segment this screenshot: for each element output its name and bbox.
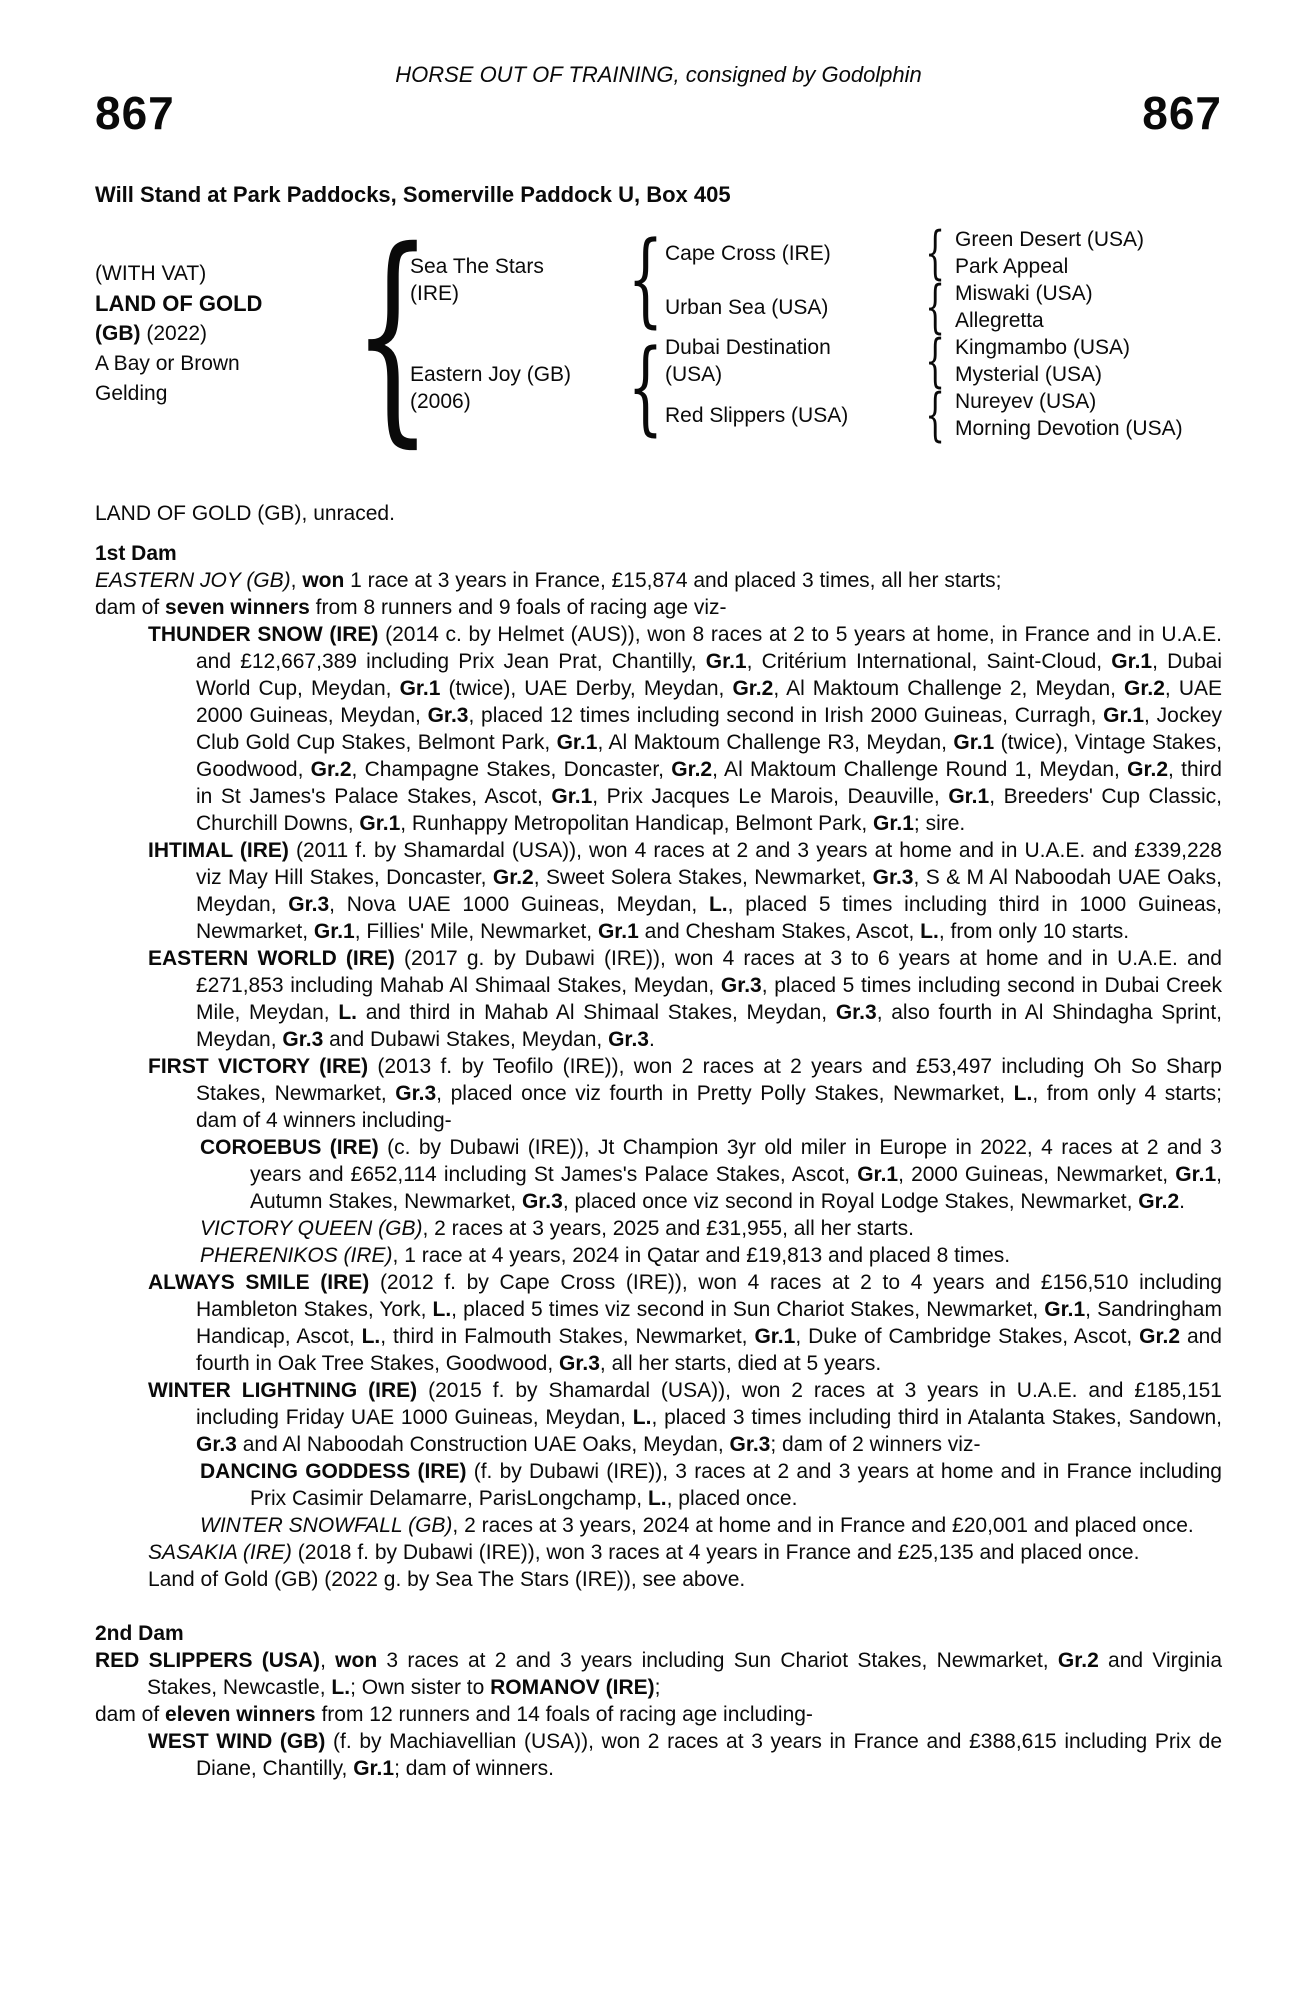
catalogue-paragraph: DANCING GODDESS (IRE) (f. by Dubawi (IRE)), 3 races at 2 and 3 years at home and in France including Prix Casimir Delamarre, ParisLongchamp, L., placed once. xyxy=(200,1460,1222,1510)
bold-text: FIRST VICTORY (IRE) xyxy=(148,1055,369,1078)
catalogue-text xyxy=(95,500,1222,1782)
bold-text: COROEBUS (IRE) xyxy=(200,1136,379,1159)
bold-text: Gr.1 xyxy=(551,785,593,808)
bold-text: L. xyxy=(708,893,728,916)
consignment-header: HORSE OUT OF TRAINING, consigned by Godolphin xyxy=(395,62,922,87)
pedigree-brace-main xyxy=(376,226,410,442)
bold-text: seven winners xyxy=(165,596,310,619)
bold-text: Gr.1 xyxy=(353,1757,395,1780)
stand-location: Will Stand at Park Paddocks, Somerville Paddock U, Box 405 xyxy=(95,182,731,207)
italic-text: PHERENIKOS (IRE) xyxy=(200,1244,393,1267)
bold-text: L. xyxy=(338,1001,357,1024)
bold-text: Gr.1 xyxy=(313,920,355,943)
bold-text: Gr.3 xyxy=(395,1082,437,1105)
dam-dam-name: Red Slippers (USA) xyxy=(665,403,849,427)
bold-text: ROMANOV (IRE) xyxy=(490,1676,655,1699)
dam-section-heading: 2nd Dam xyxy=(95,1622,184,1645)
gen3-ancestor: Allegretta xyxy=(955,309,1044,332)
catalogue-paragraph: WEST WIND (GB) (f. by Machiavellian (USA)), won 2 races at 3 years in France and £388,615 including Prix de Diane, Chantilly, Gr.1; dam of winners. xyxy=(148,1730,1222,1780)
bold-text: Gr.2 xyxy=(1124,677,1165,700)
horse-colour: A Bay or Brown xyxy=(95,352,240,375)
sire-sire-cell xyxy=(665,226,915,280)
bold-text: Gr.1 xyxy=(1044,1298,1086,1321)
horse-foaling-year: (2022) xyxy=(146,322,208,345)
bold-text: Gr.1 xyxy=(953,731,995,754)
bold-text: Gr.1 xyxy=(399,677,441,700)
catalogue-paragraph: dam of eleven winners from 12 runners and 14 foals of racing age including- xyxy=(95,1703,813,1726)
bold-text: L. xyxy=(432,1298,452,1321)
bold-text: Gr.3 xyxy=(835,1001,877,1024)
bold-text: Gr.1 xyxy=(948,785,990,808)
bold-text: Gr.1 xyxy=(873,812,914,835)
bold-text: Gr.1 xyxy=(705,650,747,673)
lot-number-right: 867 xyxy=(1142,87,1222,139)
pedigree-generation-1 xyxy=(410,226,625,442)
bold-text: Gr.3 xyxy=(196,1433,237,1456)
bold-text: Gr.3 xyxy=(427,704,469,727)
gen3-ancestor: Morning Devotion (USA) xyxy=(955,417,1183,440)
dam-year: (2006) xyxy=(410,390,471,413)
sire-dam-name: Urban Sea (USA) xyxy=(665,295,829,319)
vat-note: (WITH VAT) xyxy=(95,262,207,285)
catalogue-paragraph: FIRST VICTORY (IRE) (2013 f. by Teofilo (IRE)), won 2 races at 2 years and £53,497 including Oh So Sharp Stakes, Newmarket, Gr.3, placed once viz fourth in Pretty Polly Stakes, Newmarket, L., from only 4 starts; dam of 4 winners including- xyxy=(148,1055,1222,1132)
gen3-ancestor: Nureyev (USA) xyxy=(955,390,1097,413)
gen3-ancestor: Park Appeal xyxy=(955,255,1069,278)
catalogue-paragraph: RED SLIPPERS (USA), won 3 races at 2 and 3 years including Sun Chariot Stakes, Newmarket, Gr.2 and Virginia Stakes, Newcastle, L.; Own sister to ROMANOV (IRE); xyxy=(95,1649,1223,1699)
bold-text: WEST WIND (GB) xyxy=(148,1730,326,1753)
horse-country-suffix: (GB) xyxy=(95,322,141,345)
bold-text: RED SLIPPERS (USA) xyxy=(95,1649,321,1672)
lot-number-row xyxy=(95,87,1222,139)
catalogue-paragraph: THUNDER SNOW (IRE) (2014 c. by Helmet (AUS)), won 8 races at 2 to 5 years at home, in France and in U.A.E. and £12,667,389 including Prix Jean Prat, Chantilly, Gr.1, Critérium International, Saint-Cloud, Gr.1, Dubai World Cup, Meydan, Gr.1 (twice), UAE Derby, Meydan, Gr.2, Al Maktoum Challenge 2, Meydan, Gr.2, UAE 2000 Guineas, Meydan, Gr.3, placed 12 times including second in Irish 2000 Guineas, Curragh, Gr.1, Jockey Club Gold Cup Stakes, Belmont Park, Gr.1, Al Maktoum Challenge R3, Meydan, Gr.1 (twice), Vintage Stakes, Goodwood, Gr.2, Champagne Stakes, Doncaster, Gr.2, Al Maktoum Challenge Round 1, Meydan, Gr.2, third in St James's Palace Stakes, Ascot, Gr.1, Prix Jacques Le Marois, Deauville, Gr.1, Breeders' Cup Classic, Churchill Downs, Gr.1, Runhappy Metropolitan Handicap, Belmont Park, Gr.1; sire. xyxy=(148,623,1222,835)
bold-text: L. xyxy=(331,1676,351,1699)
pedigree-generation-2 xyxy=(665,226,915,442)
bold-text: IHTIMAL (IRE) xyxy=(148,839,289,862)
dam-section-heading: 1st Dam xyxy=(95,542,177,565)
bold-text: Gr.1 xyxy=(1111,650,1153,673)
bold-text: Gr.1 xyxy=(857,1163,899,1186)
bold-text: Gr.3 xyxy=(608,1028,649,1051)
bold-text: Gr.3 xyxy=(282,1028,324,1051)
italic-text: WINTER SNOWFALL (GB) xyxy=(200,1514,453,1537)
bold-text: L. xyxy=(1013,1082,1033,1105)
bold-text: Gr.1 xyxy=(1103,704,1145,727)
bold-text: Gr.1 xyxy=(597,920,639,943)
dam-cell xyxy=(410,334,625,442)
catalogue-paragraph: VICTORY QUEEN (GB), 2 races at 3 years, 2025 and £31,955, all her starts. xyxy=(200,1217,914,1240)
bold-text: L. xyxy=(632,1406,652,1429)
dam-dam-cell xyxy=(665,388,915,442)
catalogue-paragraph: SASAKIA (IRE) (2018 f. by Dubawi (IRE)), won 3 races at 4 years in France and £25,135 and placed once. xyxy=(148,1541,1140,1564)
bold-text: L. xyxy=(361,1325,381,1348)
gen3-ancestor: Kingmambo (USA) xyxy=(955,336,1131,359)
bold-text: EASTERN WORLD (IRE) xyxy=(148,947,395,970)
gen3-ancestor: Green Desert (USA) xyxy=(955,228,1145,251)
catalogue-paragraph: LAND OF GOLD (GB), unraced. xyxy=(95,502,395,525)
catalogue-paragraph: EASTERN WORLD (IRE) (2017 g. by Dubawi (IRE)), won 4 races at 3 to 6 years at home and in U.A.E. and £271,853 including Mahab Al Shimaal Stakes, Meydan, Gr.3, placed 5 times including second in Dubai Creek Mile, Meydan, L. and third in Mahab Al Shimaal Stakes, Meydan, Gr.3, also fourth in Al Shindagha Sprint, Meydan, Gr.3 and Dubawi Stakes, Meydan, Gr.3. xyxy=(148,947,1222,1051)
dam-sire-suffix: (USA) xyxy=(665,363,723,386)
catalogue-paragraph: EASTERN JOY (GB), won 1 race at 3 years in France, £15,874 and placed 3 times, all her starts; xyxy=(95,569,1002,592)
bold-text: Gr.2 xyxy=(1057,1649,1099,1672)
bold-text: Gr.1 xyxy=(754,1325,796,1348)
bold-text: Gr.1 xyxy=(359,812,401,835)
bold-text: L. xyxy=(647,1487,667,1510)
dam-sire-cell xyxy=(665,334,915,388)
italic-text: EASTERN JOY (GB) xyxy=(95,569,291,592)
bold-text: Gr.2 xyxy=(1127,758,1169,781)
sire-cell xyxy=(410,226,625,334)
bold-text: won xyxy=(302,569,345,592)
bold-text: Gr.2 xyxy=(1139,1325,1181,1348)
catalogue-paragraph: WINTER SNOWFALL (GB), 2 races at 3 years, 2024 at home and in France and £20,001 and placed once. xyxy=(200,1514,1194,1537)
dam-name: Eastern Joy (GB) xyxy=(410,363,572,386)
bold-text: WINTER LIGHTNING (IRE) xyxy=(148,1379,418,1402)
bold-text: ALWAYS SMILE (IRE) xyxy=(148,1271,370,1294)
dam-sire-name: Dubai Destination xyxy=(665,336,831,359)
sire-dam-cell xyxy=(665,280,915,334)
horse-sex: Gelding xyxy=(95,382,168,405)
catalogue-paragraph: dam of seven winners from 8 runners and 9 foals of racing age viz- xyxy=(95,596,727,619)
sire-name: Sea The Stars xyxy=(410,255,544,278)
bold-text: Gr.1 xyxy=(556,731,598,754)
horse-name-text: LAND OF GOLD xyxy=(95,291,263,316)
pedigree-braces-gen2 xyxy=(625,226,665,442)
lot-number-left: 867 xyxy=(95,87,175,139)
gen3-ancestor: Miswaki (USA) xyxy=(955,282,1093,305)
catalogue-paragraph: ALWAYS SMILE (IRE) (2012 f. by Cape Cross (IRE)), won 4 races at 2 to 4 years and £156,510 including Hambleton Stakes, York, L., placed 5 times viz second in Sun Chariot Stakes, Newmarket, Gr.1, Sandringham Handicap, Ascot, L., third in Falmouth Stakes, Newmarket, Gr.1, Duke of Cambridge Stakes, Ascot, Gr.2 and fourth in Oak Tree Stakes, Goodwood, Gr.3, all her starts, died at 5 years. xyxy=(148,1271,1222,1375)
catalogue-paragraph: IHTIMAL (IRE) (2011 f. by Shamardal (USA)), won 4 races at 2 and 3 years at home and in U.A.E. and £339,228 viz May Hill Stakes, Doncaster, Gr.2, Sweet Solera Stakes, Newmarket, Gr.3, S & M Al Naboodah UAE Oaks, Meydan, Gr.3, Nova UAE 1000 Guineas, Meydan, L., placed 5 times including third in 1000 Guineas, Newmarket, Gr.1, Fillies' Mile, Newmarket, Gr.1 and Chesham Stakes, Ascot, L., from only 10 starts. xyxy=(148,839,1222,943)
pedigree-table xyxy=(95,218,1222,450)
bold-text: Gr.3 xyxy=(288,893,330,916)
catalogue-paragraph: Land of Gold (GB) (2022 g. by Sea The Stars (IRE)), see above. xyxy=(148,1568,746,1591)
bold-text: Gr.2 xyxy=(310,758,352,781)
bold-text: won xyxy=(335,1649,378,1672)
pedigree-braces-gen3 xyxy=(915,226,955,442)
bold-text: Gr.3 xyxy=(720,974,762,997)
bold-text: eleven winners xyxy=(165,1703,316,1726)
bold-text: Gr.2 xyxy=(671,758,713,781)
bold-text: Gr.2 xyxy=(492,866,534,889)
bold-text: DANCING GODDESS (IRE) xyxy=(200,1460,467,1483)
catalogue-paragraph: PHERENIKOS (IRE), 1 race at 4 years, 2024 in Qatar and £19,813 and placed 8 times. xyxy=(200,1244,1011,1267)
bold-text: Gr.3 xyxy=(729,1433,771,1456)
bold-text: Gr.2 xyxy=(732,677,774,700)
bold-text: Gr.3 xyxy=(559,1352,600,1375)
bold-text: Gr.2 xyxy=(1138,1190,1180,1213)
gen3-ancestor: Mysterial (USA) xyxy=(955,363,1103,386)
bold-text: L. xyxy=(920,920,939,943)
bold-text: Gr.1 xyxy=(1175,1163,1217,1186)
bold-text: Gr.3 xyxy=(521,1190,563,1213)
sire-suffix: (IRE) xyxy=(410,282,459,305)
catalogue-paragraph: COROEBUS (IRE) (c. by Dubawi (IRE)), Jt Champion 3yr old miler in Europe in 2022, 4 races at 2 and 3 years and £652,114 including St James's Palace Stakes, Ascot, Gr.1, 2000 Guineas, Newmarket, Gr.1, Autumn Stakes, Newmarket, Gr.3, placed once viz second in Royal Lodge Stakes, Newmarket, Gr.2. xyxy=(200,1136,1222,1213)
bold-text: Gr.3 xyxy=(872,866,914,889)
italic-text: SASAKIA (IRE) xyxy=(148,1541,292,1564)
pedigree-generation-3 xyxy=(955,226,1222,442)
catalogue-paragraph: WINTER LIGHTNING (IRE) (2015 f. by Shamardal (USA)), won 2 races at 3 years in U.A.E. and £185,151 including Friday UAE 1000 Guineas, Meydan, L., placed 3 times including third in Atalanta Stakes, Sandown, Gr.3 and Al Naboodah Construction UAE Oaks, Meydan, Gr.3; dam of 2 winners viz- xyxy=(148,1379,1222,1456)
sire-sire-name: Cape Cross (IRE) xyxy=(665,241,831,265)
italic-text: VICTORY QUEEN (GB) xyxy=(200,1217,423,1240)
bold-text: THUNDER SNOW (IRE) xyxy=(148,623,379,646)
